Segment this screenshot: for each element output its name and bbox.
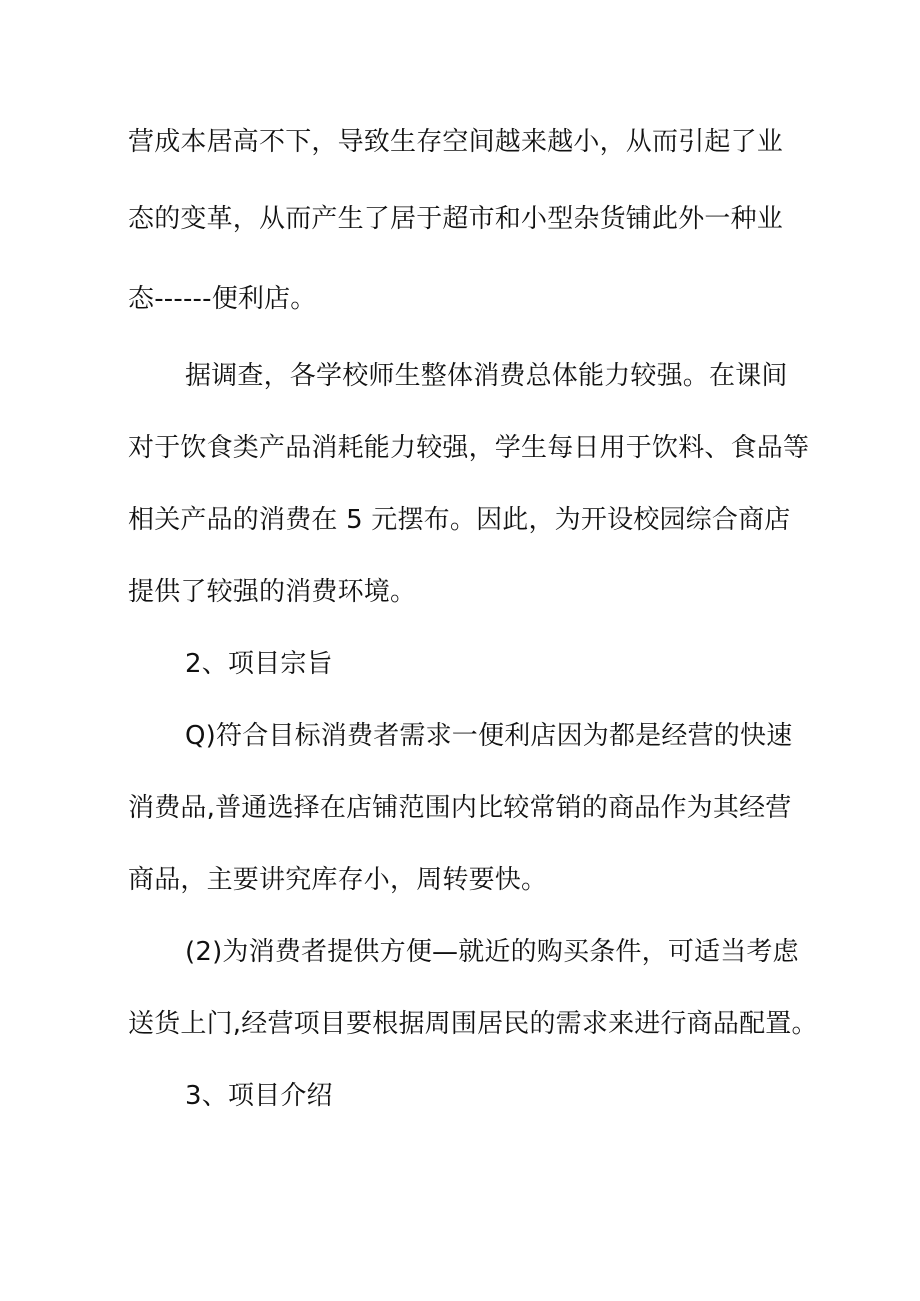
paragraph-line: 相关产品的消费在 5 元摆布。因此，为开设校园综合商店 xyxy=(128,505,791,535)
section-heading: 3、项目介绍 xyxy=(185,1081,333,1111)
section-heading: 2、项目宗旨 xyxy=(185,649,333,679)
paragraph-line: 营成本居高不下，导致生存空间越来越小，从而引起了业 xyxy=(128,127,784,157)
paragraph-line: 对于饮食类产品消耗能力较强，学生每日用于饮料、食品等 xyxy=(128,433,810,463)
paragraph-line: 态的变革，从而产生了居于超市和小型杂货铺此外一种业 xyxy=(128,204,784,234)
paragraph-line: 消费品,普通选择在店铺范围内比较常销的商品作为其经营 xyxy=(128,793,792,823)
paragraph-line: (2)为消费者提供方便—就近的购买条件，可适当考虑 xyxy=(185,937,799,967)
paragraph-line: 据调查，各学校师生整体消费总体能力较强。在课间 xyxy=(185,361,788,391)
paragraph-line: Q)符合目标消费者需求一便利店因为都是经营的快速 xyxy=(185,721,793,751)
paragraph-line: 商品，主要讲究库存小，周转要快。 xyxy=(128,865,548,895)
paragraph-line: 态------便利店。 xyxy=(128,284,317,314)
paragraph-line: 提供了较强的消费环境。 xyxy=(128,577,417,607)
paragraph-line: 送货上门,经营项目要根据周围居民的需求来进行商品配置。 xyxy=(128,1009,818,1039)
